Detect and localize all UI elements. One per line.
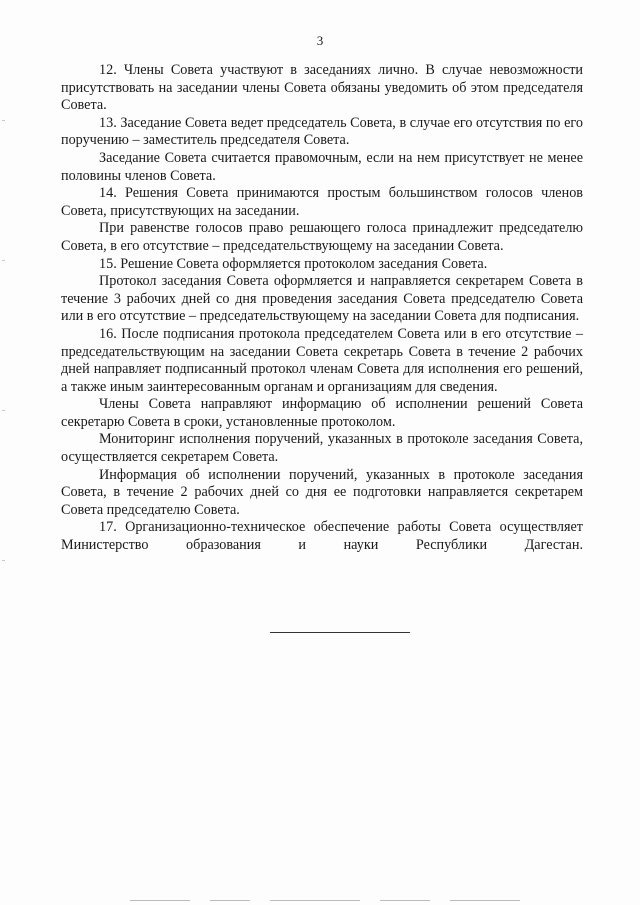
paragraph-12: 12. Члены Совета участвуют в заседаниях лично. В случае невозможности присутствовать на заседании члены Совета обязаны уведомить об этом председателя Совета. — [61, 62, 583, 114]
scan-edge-mark — [2, 260, 5, 261]
paragraph-members-report: Члены Совета направляют информацию об исполнении решений Совета секретарю Совета в сроки, установленные протоколом. — [61, 396, 583, 430]
page-number: 3 — [316, 33, 324, 48]
paragraph-execution-info: Информация об исполнении поручений, указанных в протоколе заседания Совета, в течение 2 рабочих дней со дня ее подготовки направляется секретарем Совета председателю Совета. — [61, 466, 583, 518]
scan-bottom-edge — [0, 893, 640, 905]
scan-edge-mark — [2, 120, 5, 121]
document-body — [61, 62, 583, 555]
scan-edge-mark — [2, 560, 5, 561]
paragraph-14: 14. Решения Совета принимаются простым большинством голосов членов Совета, присутствующих на заседании. — [61, 185, 583, 219]
paragraph-16: 16. После подписания протокола председателем Совета или в его отсутствие – председательствующим на заседании Совета секретарь Совета в течение 2 рабочих дней направляет подписанный протокол членам Совета для исполнения его решений, а также иным заинтересованным органам и организациям для сведения. — [61, 325, 583, 395]
paragraph-15: 15. Решение Совета оформляется протоколом заседания Совета. — [99, 255, 488, 272]
paragraph-tie-vote: При равенстве голосов право решающего голоса принадлежит председателю Совета, в его отсутствие – председательствующему на заседании Совета. — [61, 220, 583, 254]
paragraph-quorum: Заседание Совета считается правомочным, если на нем присутствует не менее половины членов Совета. — [61, 149, 583, 184]
paragraph-13: 13. Заседание Совета ведет председатель Совета, в случае его отсутствия по его поручению – заместитель председателя Совета. — [61, 114, 583, 149]
paragraph-protocol: Протокол заседания Совета оформляется и направляется секретарем Совета в течение 3 рабочих дней со дня проведения заседания Совета председателю Совета или в его отсутствие – председательствующему на заседании Совета для подписания. — [61, 273, 583, 325]
paragraph-17: 17. Организационно-техническое обеспечение работы Совета осуществляет Министерство образования и науки Республики Дагестан. — [61, 519, 583, 554]
scan-edge-mark — [2, 410, 5, 411]
paragraph-monitoring: Мониторинг исполнения поручений, указанных в протоколе заседания Совета, осуществляется секретарем Совета. — [61, 431, 583, 466]
closing-rule — [270, 632, 410, 633]
